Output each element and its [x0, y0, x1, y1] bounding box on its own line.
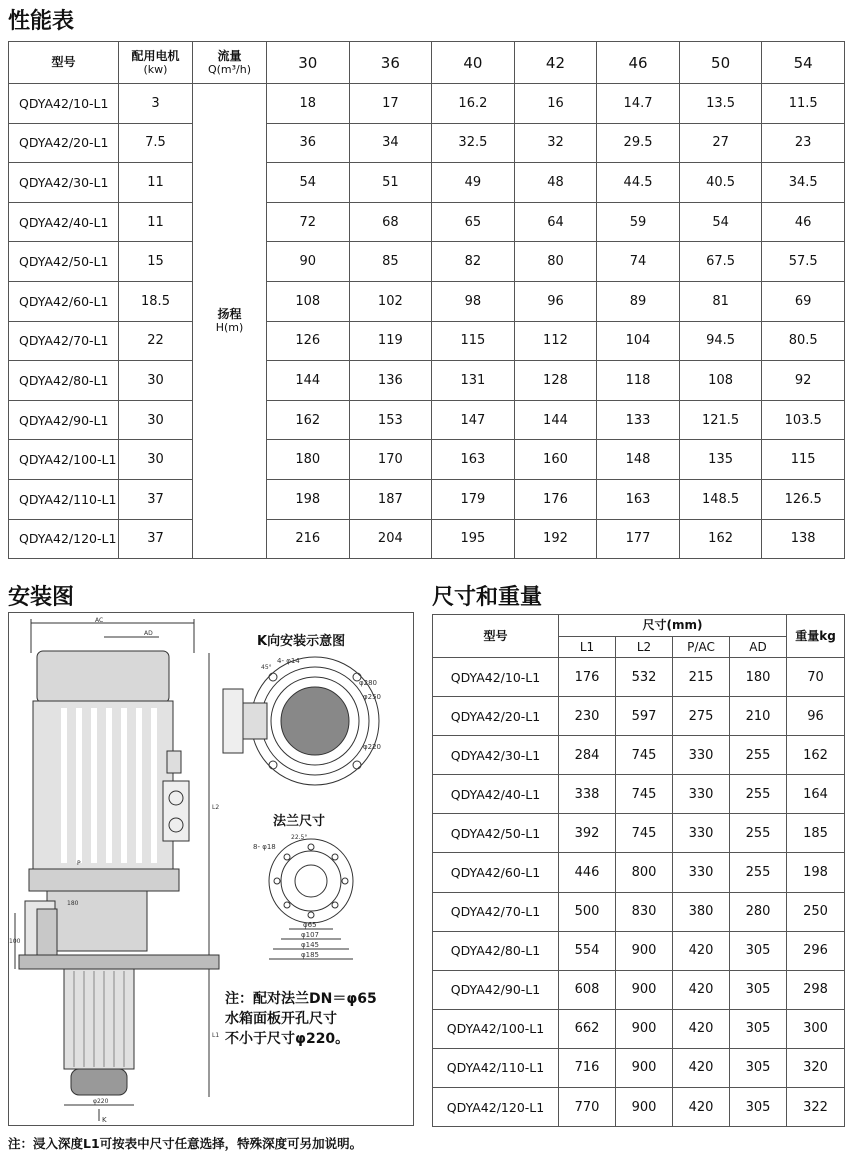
head-cell: 64 — [514, 202, 597, 242]
motor-cell: 30 — [119, 440, 193, 480]
head-cell: 126 — [267, 321, 350, 361]
l2-cell: 900 — [616, 931, 673, 970]
pac-cell: 420 — [673, 970, 730, 1009]
l1-cell: 608 — [559, 970, 616, 1009]
l1-cell: 554 — [559, 931, 616, 970]
head-cell: 90 — [267, 242, 350, 282]
weight-cell: 300 — [787, 1009, 845, 1048]
table-row — [9, 321, 845, 361]
head-cell: 67.5 — [679, 242, 762, 282]
model-cell: QDYA42/100-L1 — [433, 1009, 559, 1048]
l2-cell: 900 — [616, 1009, 673, 1048]
dimensions-title: 尺寸和重量 — [432, 585, 543, 610]
head-cell: 148.5 — [679, 479, 762, 519]
weight-cell: 198 — [787, 853, 845, 892]
pac-cell: 330 — [673, 814, 730, 853]
head-cell: 44.5 — [597, 163, 680, 203]
head-cell: 102 — [349, 281, 432, 321]
model-cell: QDYA42/80-L1 — [433, 931, 559, 970]
head-cell: 17 — [349, 84, 432, 124]
dim-bolt8: 8- φ18 — [253, 843, 276, 851]
head-cell: 204 — [349, 519, 432, 559]
head-cell: 108 — [267, 281, 350, 321]
head-cell: 40.5 — [679, 163, 762, 203]
table-row — [433, 931, 845, 970]
l1-cell: 230 — [559, 697, 616, 736]
head-cell: 32 — [514, 123, 597, 163]
l2-cell: 900 — [616, 1048, 673, 1087]
head-cell: 160 — [514, 440, 597, 480]
head-cell: 180 — [267, 440, 350, 480]
head-cell: 36 — [267, 123, 350, 163]
ad-cell: 180 — [730, 658, 787, 697]
pac-cell: 330 — [673, 775, 730, 814]
dim-phi220b: φ220 — [363, 743, 381, 751]
pac-cell: 420 — [673, 1009, 730, 1048]
model-cell: QDYA42/110-L1 — [433, 1048, 559, 1087]
model-cell: QDYA42/60-L1 — [9, 281, 119, 321]
l1-cell: 392 — [559, 814, 616, 853]
dim-col-l2: L2 — [616, 637, 673, 658]
model-cell: QDYA42/40-L1 — [9, 202, 119, 242]
l2-cell: 745 — [616, 775, 673, 814]
head-cell: 177 — [597, 519, 680, 559]
head-cell: 80.5 — [762, 321, 845, 361]
head-cell: 48 — [514, 163, 597, 203]
head-cell: 98 — [432, 281, 515, 321]
install-note-line: 不小于尺寸φ220。 — [225, 1031, 350, 1047]
motor-cell: 15 — [119, 242, 193, 282]
table-row — [9, 281, 845, 321]
weight-cell: 162 — [787, 736, 845, 775]
head-cell: 115 — [762, 440, 845, 480]
performance-title: 性能表 — [8, 9, 75, 34]
dim-ac: AC — [95, 617, 104, 624]
dim-phi185: φ185 — [301, 951, 319, 959]
head-cell: 51 — [349, 163, 432, 203]
model-cell: QDYA42/30-L1 — [433, 736, 559, 775]
dim-l2: L2 — [212, 804, 220, 811]
model-cell: QDYA42/10-L1 — [433, 658, 559, 697]
motor-cell: 22 — [119, 321, 193, 361]
flow-value: 40 — [432, 42, 515, 84]
dim-col-l1: L1 — [559, 637, 616, 658]
head-cell: 81 — [679, 281, 762, 321]
pac-cell: 330 — [673, 853, 730, 892]
head-cell: 54 — [679, 202, 762, 242]
head-cell: 74 — [597, 242, 680, 282]
dim-phi65: φ65 — [303, 921, 317, 929]
head-cell: 27 — [679, 123, 762, 163]
motor-cell: 30 — [119, 361, 193, 401]
dim-45: 45° — [261, 664, 272, 671]
head-cell: 216 — [267, 519, 350, 559]
head-cell: 126.5 — [762, 479, 845, 519]
ad-cell: 305 — [730, 970, 787, 1009]
l2-cell: 830 — [616, 892, 673, 931]
dim-bolt4: 4- φ14 — [277, 657, 300, 665]
weight-cell: 298 — [787, 970, 845, 1009]
col-flow: 流量 Q(m³/h) — [193, 42, 267, 84]
table-row — [433, 1088, 845, 1127]
flow-value: 42 — [514, 42, 597, 84]
head-cell: 57.5 — [762, 242, 845, 282]
model-cell: QDYA42/120-L1 — [9, 519, 119, 559]
head-cell: 128 — [514, 361, 597, 401]
performance-table — [8, 41, 845, 559]
dim-col-weight: 重量kg — [787, 615, 845, 658]
weight-cell: 164 — [787, 775, 845, 814]
head-cell: 131 — [432, 361, 515, 401]
head-cell: 133 — [597, 400, 680, 440]
ad-cell: 255 — [730, 736, 787, 775]
motor-cell: 37 — [119, 519, 193, 559]
ad-cell: 305 — [730, 1048, 787, 1087]
dim-22: 22.5° — [291, 834, 308, 841]
head-cell: 94.5 — [679, 321, 762, 361]
model-cell: QDYA42/50-L1 — [433, 814, 559, 853]
model-cell: QDYA42/110-L1 — [9, 479, 119, 519]
dim-col-ad: AD — [730, 637, 787, 658]
head-cell: 148 — [597, 440, 680, 480]
head-cell: 65 — [432, 202, 515, 242]
weight-cell: 96 — [787, 697, 845, 736]
table-row — [9, 84, 845, 124]
head-cell: 162 — [679, 519, 762, 559]
pac-cell: 330 — [673, 736, 730, 775]
ad-cell: 255 — [730, 814, 787, 853]
l1-cell: 338 — [559, 775, 616, 814]
l2-cell: 800 — [616, 853, 673, 892]
head-cell: 59 — [597, 202, 680, 242]
head-cell: 23 — [762, 123, 845, 163]
flange-label: 法兰尺寸 — [273, 814, 326, 829]
head-cell: 68 — [349, 202, 432, 242]
l2-cell: 900 — [616, 970, 673, 1009]
motor-cell: 3 — [119, 84, 193, 124]
head-cell: 112 — [514, 321, 597, 361]
weight-cell: 70 — [787, 658, 845, 697]
l1-cell: 284 — [559, 736, 616, 775]
head-cell: 138 — [762, 519, 845, 559]
head-cell: 104 — [597, 321, 680, 361]
motor-cell: 18.5 — [119, 281, 193, 321]
head-cell: 163 — [432, 440, 515, 480]
model-cell: QDYA42/80-L1 — [9, 361, 119, 401]
flow-value: 50 — [679, 42, 762, 84]
head-cell: 89 — [597, 281, 680, 321]
table-row — [433, 658, 845, 697]
weight-cell: 250 — [787, 892, 845, 931]
model-cell: QDYA42/100-L1 — [9, 440, 119, 480]
flow-value: 30 — [267, 42, 350, 84]
table-row — [9, 519, 845, 559]
motor-cell: 11 — [119, 163, 193, 203]
table-row — [9, 242, 845, 282]
head-cell: 195 — [432, 519, 515, 559]
dim-180: 180 — [67, 900, 79, 907]
dim-phi145: φ145 — [301, 941, 319, 949]
k-view-label: K向安装示意图 — [257, 634, 346, 649]
motor-cell: 37 — [119, 479, 193, 519]
table-row — [9, 123, 845, 163]
head-cell: 29.5 — [597, 123, 680, 163]
head-cell: 32.5 — [432, 123, 515, 163]
dim-phi280: φ280 — [359, 679, 377, 687]
pac-cell: 215 — [673, 658, 730, 697]
table-row — [9, 479, 845, 519]
table-row — [433, 853, 845, 892]
head-cell: 34.5 — [762, 163, 845, 203]
model-cell: QDYA42/20-L1 — [433, 697, 559, 736]
col-model: 型号 — [9, 42, 119, 84]
head-cell: 115 — [432, 321, 515, 361]
head-cell: 92 — [762, 361, 845, 401]
table-row — [433, 775, 845, 814]
head-cell: 69 — [762, 281, 845, 321]
head-cell: 11.5 — [762, 84, 845, 124]
motor-cell: 7.5 — [119, 123, 193, 163]
dim-p: P — [77, 860, 81, 867]
model-cell: QDYA42/30-L1 — [9, 163, 119, 203]
model-cell: QDYA42/40-L1 — [433, 775, 559, 814]
l1-cell: 176 — [559, 658, 616, 697]
model-cell: QDYA42/90-L1 — [433, 970, 559, 1009]
pac-cell: 420 — [673, 1088, 730, 1127]
head-cell: 198 — [267, 479, 350, 519]
table-row — [433, 970, 845, 1009]
model-cell: QDYA42/20-L1 — [9, 123, 119, 163]
head-cell: 153 — [349, 400, 432, 440]
l1-cell: 770 — [559, 1088, 616, 1127]
dim-ad: AD — [144, 630, 153, 637]
dimensions-table — [432, 614, 845, 1127]
head-cell: 72 — [267, 202, 350, 242]
head-cell: 136 — [349, 361, 432, 401]
table-row — [433, 736, 845, 775]
table-row — [433, 1048, 845, 1087]
head-cell: 46 — [762, 202, 845, 242]
dim-col-size: 尺寸(mm) — [559, 615, 787, 637]
pac-cell: 380 — [673, 892, 730, 931]
head-cell: 103.5 — [762, 400, 845, 440]
head-cell: 14.7 — [597, 84, 680, 124]
head-cell: 144 — [267, 361, 350, 401]
l1-cell: 716 — [559, 1048, 616, 1087]
head-cell: 163 — [597, 479, 680, 519]
head-cell: 179 — [432, 479, 515, 519]
table-row — [9, 361, 845, 401]
dim-phi220: φ220 — [93, 1098, 109, 1105]
table-row — [433, 1009, 845, 1048]
ad-cell: 305 — [730, 1088, 787, 1127]
ad-cell: 305 — [730, 1009, 787, 1048]
head-cell: 119 — [349, 321, 432, 361]
model-cell: QDYA42/10-L1 — [9, 84, 119, 124]
l2-cell: 745 — [616, 814, 673, 853]
head-cell: 135 — [679, 440, 762, 480]
model-cell: QDYA42/70-L1 — [433, 892, 559, 931]
head-cell: 54 — [267, 163, 350, 203]
table-row — [433, 814, 845, 853]
head-cell: 108 — [679, 361, 762, 401]
install-note-line: 注：配对法兰DN＝φ65 — [225, 991, 377, 1007]
model-cell: QDYA42/120-L1 — [433, 1088, 559, 1127]
pac-cell: 420 — [673, 931, 730, 970]
pac-cell: 275 — [673, 697, 730, 736]
dim-col-model: 型号 — [433, 615, 559, 658]
l2-cell: 532 — [616, 658, 673, 697]
l1-cell: 446 — [559, 853, 616, 892]
table-row — [433, 892, 845, 931]
head-cell: 82 — [432, 242, 515, 282]
head-cell: 13.5 — [679, 84, 762, 124]
motor-cell: 11 — [119, 202, 193, 242]
table-row — [433, 697, 845, 736]
model-cell: QDYA42/50-L1 — [9, 242, 119, 282]
head-cell: 162 — [267, 400, 350, 440]
pump-drawing — [9, 613, 413, 1125]
flow-value: 46 — [597, 42, 680, 84]
model-cell: QDYA42/90-L1 — [9, 400, 119, 440]
head-cell: 118 — [597, 361, 680, 401]
weight-cell: 320 — [787, 1048, 845, 1087]
model-cell: QDYA42/60-L1 — [433, 853, 559, 892]
head-cell: 121.5 — [679, 400, 762, 440]
installation-title: 安装图 — [8, 585, 75, 610]
dim-l1: L1 — [212, 1032, 220, 1039]
ad-cell: 255 — [730, 853, 787, 892]
head-cell: 16.2 — [432, 84, 515, 124]
head-label: 扬程 H(m) — [193, 84, 267, 559]
head-cell: 96 — [514, 281, 597, 321]
head-cell: 85 — [349, 242, 432, 282]
head-cell: 80 — [514, 242, 597, 282]
dim-100: 100 — [9, 938, 21, 945]
dim-phi107: φ107 — [301, 931, 319, 939]
ad-cell: 305 — [730, 931, 787, 970]
l1-cell: 662 — [559, 1009, 616, 1048]
weight-cell: 322 — [787, 1088, 845, 1127]
flow-value: 36 — [349, 42, 432, 84]
l2-cell: 745 — [616, 736, 673, 775]
footnote: 注：浸入深度L1可按表中尺寸任意选择，特殊深度可另加说明。 — [8, 1136, 363, 1151]
table-row — [9, 440, 845, 480]
model-cell: QDYA42/70-L1 — [9, 321, 119, 361]
head-cell: 18 — [267, 84, 350, 124]
dim-col-pac: P/AC — [673, 637, 730, 658]
weight-cell: 185 — [787, 814, 845, 853]
head-cell: 147 — [432, 400, 515, 440]
ad-cell: 280 — [730, 892, 787, 931]
l2-cell: 597 — [616, 697, 673, 736]
installation-drawing — [8, 612, 414, 1126]
table-row — [9, 202, 845, 242]
col-motor: 配用电机 (kw) — [119, 42, 193, 84]
dim-phi250: φ250 — [363, 693, 381, 701]
l1-cell: 500 — [559, 892, 616, 931]
pac-cell: 420 — [673, 1048, 730, 1087]
ad-cell: 210 — [730, 697, 787, 736]
ad-cell: 255 — [730, 775, 787, 814]
weight-cell: 296 — [787, 931, 845, 970]
motor-cell: 30 — [119, 400, 193, 440]
head-cell: 187 — [349, 479, 432, 519]
l2-cell: 900 — [616, 1088, 673, 1127]
table-row — [9, 400, 845, 440]
flow-value: 54 — [762, 42, 845, 84]
head-cell: 192 — [514, 519, 597, 559]
install-note-line: 水箱面板开孔尺寸 — [225, 1011, 337, 1027]
head-cell: 176 — [514, 479, 597, 519]
head-cell: 34 — [349, 123, 432, 163]
head-cell: 49 — [432, 163, 515, 203]
head-cell: 170 — [349, 440, 432, 480]
dim-k: K — [102, 1116, 107, 1124]
table-row — [9, 163, 845, 203]
head-cell: 144 — [514, 400, 597, 440]
head-cell: 16 — [514, 84, 597, 124]
